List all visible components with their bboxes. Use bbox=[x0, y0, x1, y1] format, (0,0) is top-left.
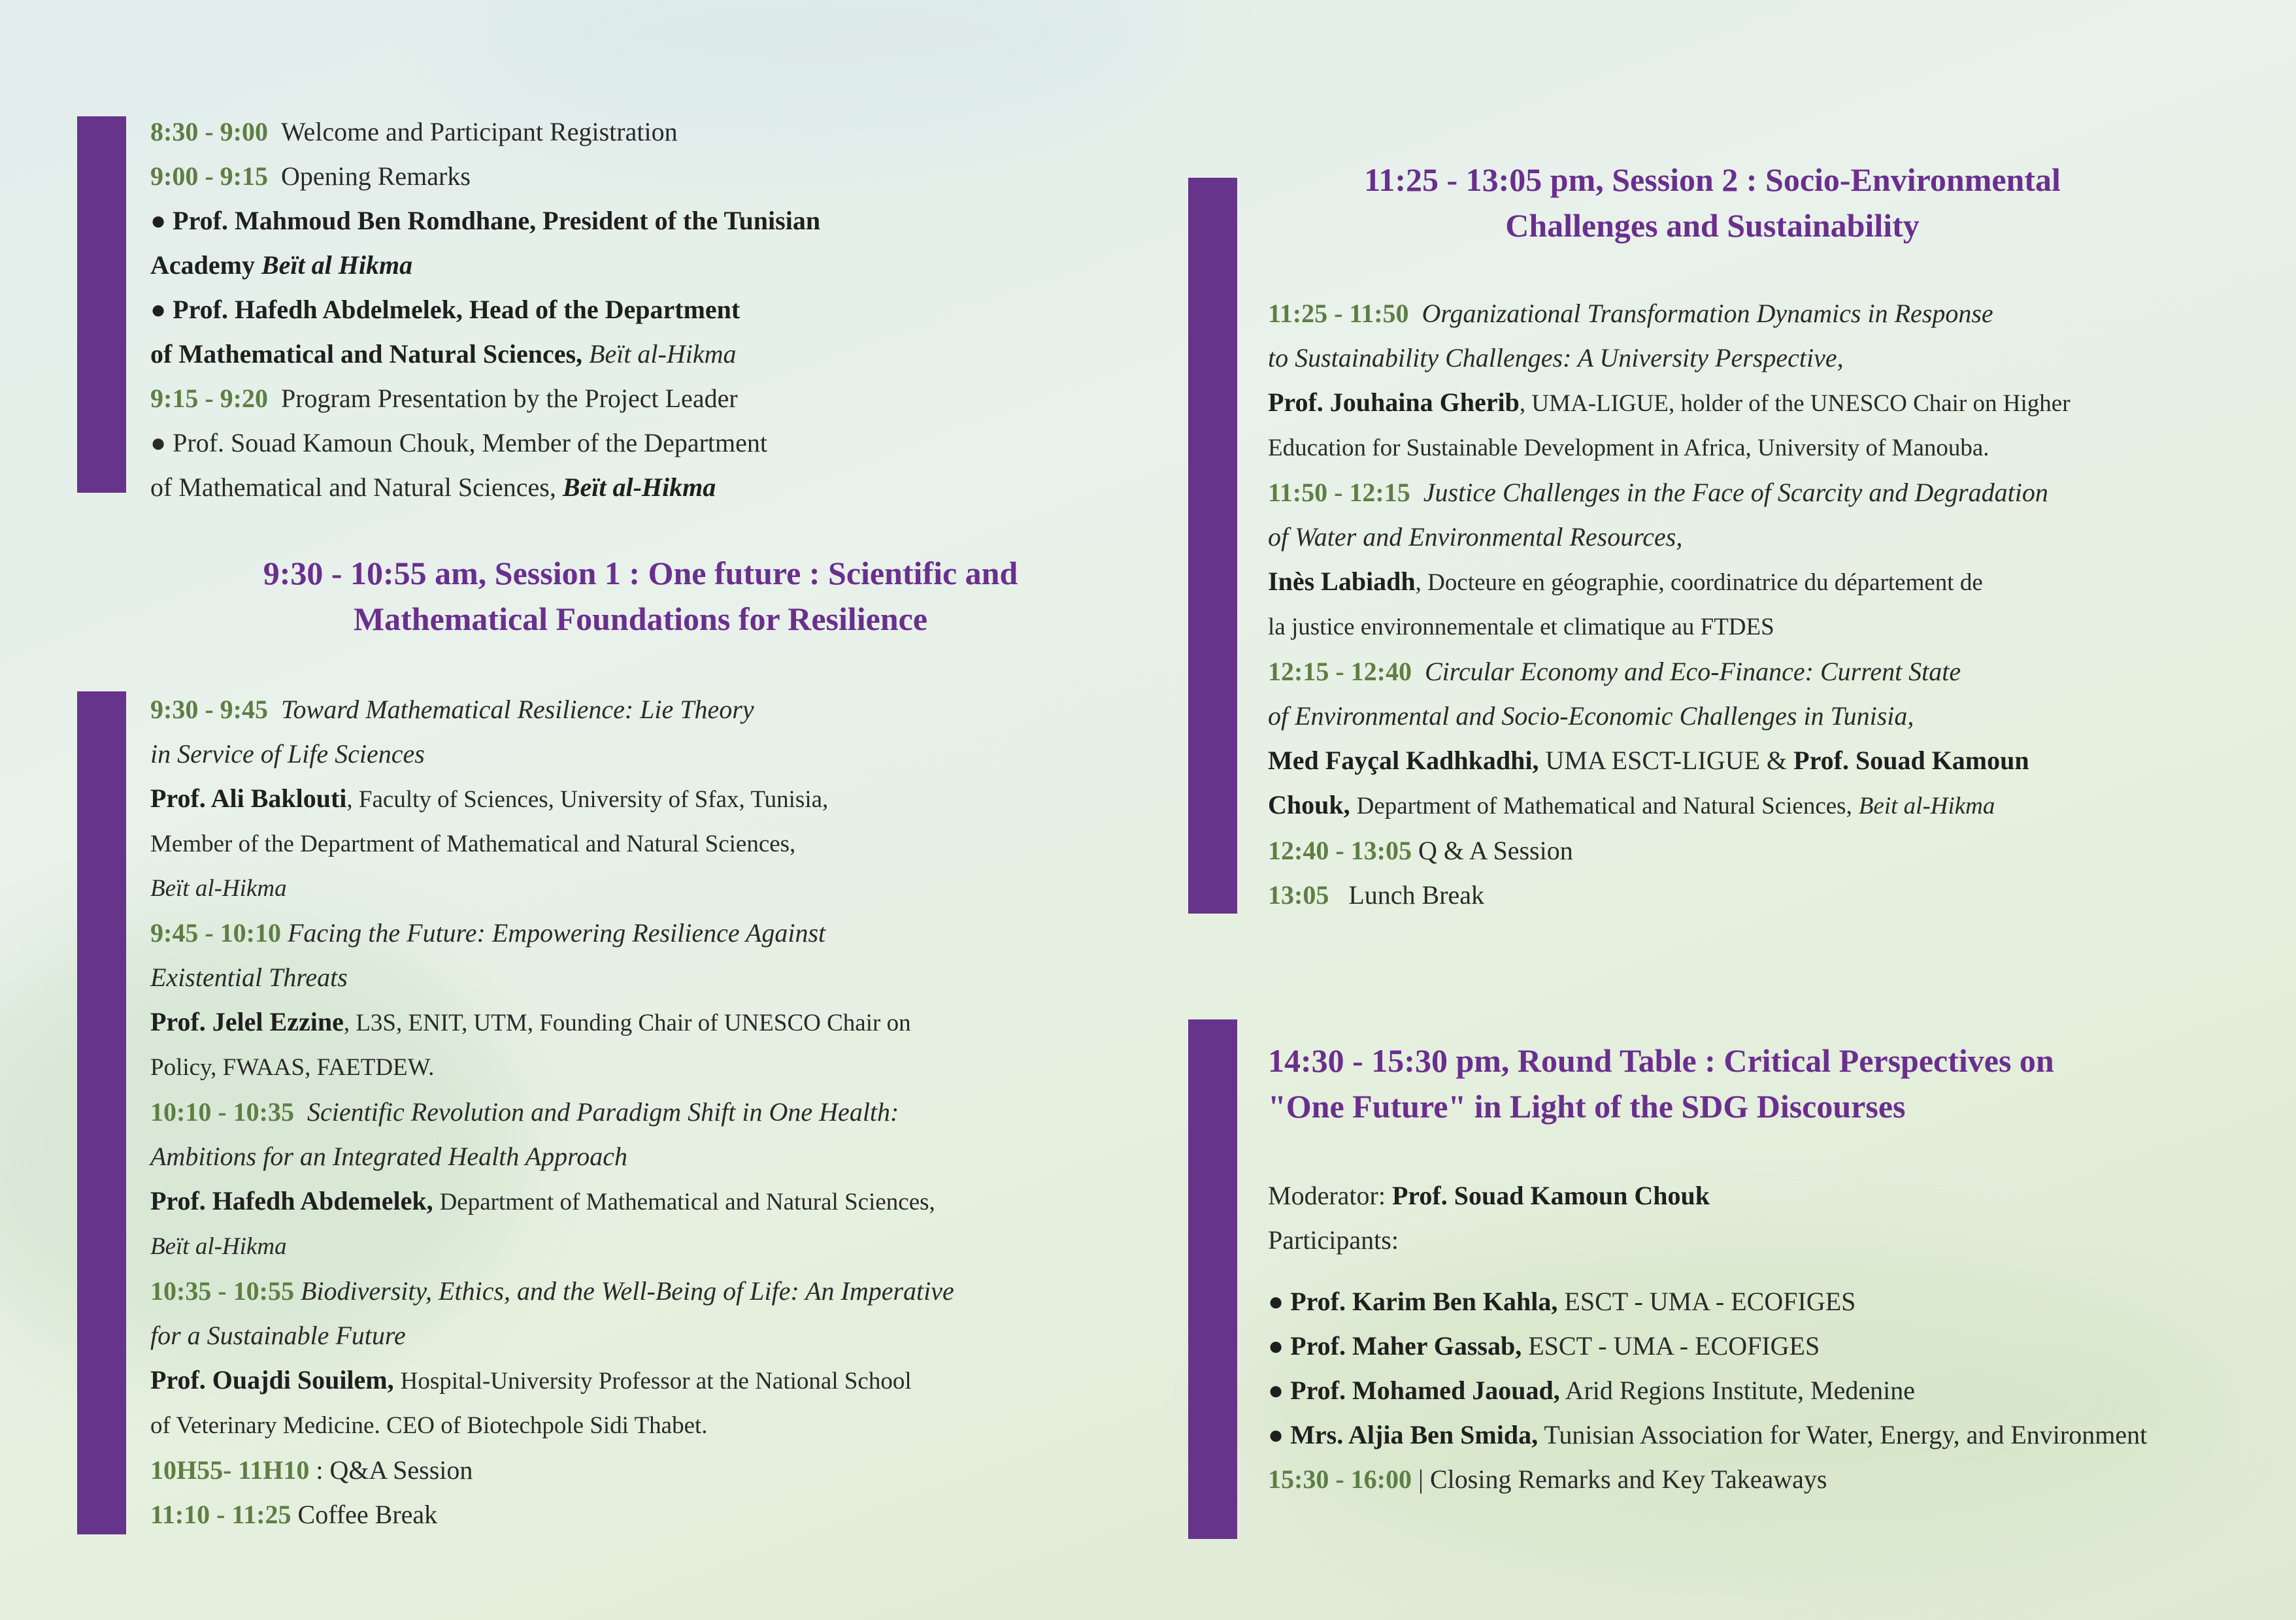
session2-heading: 11:25 - 13:05 pm, Session 2 : Socio-Environmental Challenges and Sustainability bbox=[1364, 161, 2061, 244]
accent-bar bbox=[77, 691, 126, 1534]
opening-program: 8:30 - 9:00 Welcome and Participant Registration 9:00 - 9:15 Opening Remarks ● Prof. Mahmoud Ben Romdhane, President of the Tunisian Academy Beït al Hikma ● Prof. Hafedh Abdelmelek, Head of the Department of Mathematical and Natural Sciences, Beït al-Hikma 9:15 - 9:20 Program Presentation by the Project Leader ● Prof. Souad Kamoun Chouk, Member of the Department of Mathematical and Natural Sciences, Beït al-Hikma bbox=[150, 117, 821, 502]
accent-bar bbox=[1188, 178, 1237, 914]
accent-bar bbox=[1188, 1019, 1237, 1539]
session1-program: 9:30 - 9:45 Toward Mathematical Resilience: Lie Theory in Service of Life Sciences Prof. Ali Baklouti, Faculty of Sciences, University of Sfax, Tunisia, Member of the Department of Mathematical and Natural Sciences, Beït al-Hikma 9:45 - 10:10 Facing the Future: Empowering Resilience Against Existential Threats Prof. Jelel Ezzine, L3S, ENIT, UTM, Founding Chair of UNESCO Chair on Policy, FWAAS, FAETDEW. 10:10 - 10:35 Scientific Revolution and Paradigm Shift in One Health: Ambitions for an Integrated Health Approach Prof. Hafedh Abdemelek, Department of Mathematical and Natural Sciences, Beït al-Hikma 10:35 - 10:55 Biodiversity, Ethics, and the Well-Being of Life: An Imperative for a Sustainable Future Prof. Ouajdi Souilem, Hospital-University Professor at the National School of Veterinary Medicine. CEO of Biotechpole Sidi Thabet. 10H55- 11H10 : Q&A Session 11:10 - 11:25 Coffee Break bbox=[150, 695, 954, 1529]
accent-bar bbox=[77, 116, 126, 493]
session1-heading: 9:30 - 10:55 am, Session 1 : One future : Scientific and Mathematical Foundations for Resilience bbox=[263, 555, 1018, 637]
roundtable-heading: 14:30 - 15:30 pm, Round Table : Critical Perspectives on "One Future" in Light of the SDG Discourses bbox=[1268, 1042, 2054, 1125]
session2-program: 11:25 - 11:50 Organizational Transformation Dynamics in Response to Sustainability Challenges: A University Perspective, Prof. Jouhaina Gherib, UMA-LIGUE, holder of the UNESCO Chair on Higher Education for Sustainable Development in Africa, University of Manouba. 11:50 - 12:15 Justice Challenges in the Face of Scarcity and Degradation of Water and Environmental Resources, Inès Labiadh, Docteure en géographie, coordinatrice du département de la justice environnementale et climatique au FTDES 12:15 - 12:40 Circular Economy and Eco-Finance: Current State of Environmental and Socio-Economic Challenges in Tunisia, Med Fayçal Kadhkadhi, UMA ESCT-LIGUE & Prof. Souad Kamoun Chouk, Department of Mathematical and Natural Sciences, Beit al-Hikma 12:40 - 13:05 Q & A Session 13:05 Lunch Break bbox=[1268, 299, 2071, 910]
roundtable-program: Moderator: Prof. Souad Kamoun Chouk Participants: ● Prof. Karim Ben Kahla, ESCT - UMA - ECOFIGES ● Prof. Maher Gassab, ESCT - UMA - ECOFIGES ● Prof. Mohamed Jaouad, Arid Regions Institute, Medenine ● Mrs. Aljia Ben Smida, Tunisian Association for Water, Energy, and Environment 15:30 - 16:00 | Closing Remarks and Key Takeaways bbox=[1268, 1181, 2148, 1494]
